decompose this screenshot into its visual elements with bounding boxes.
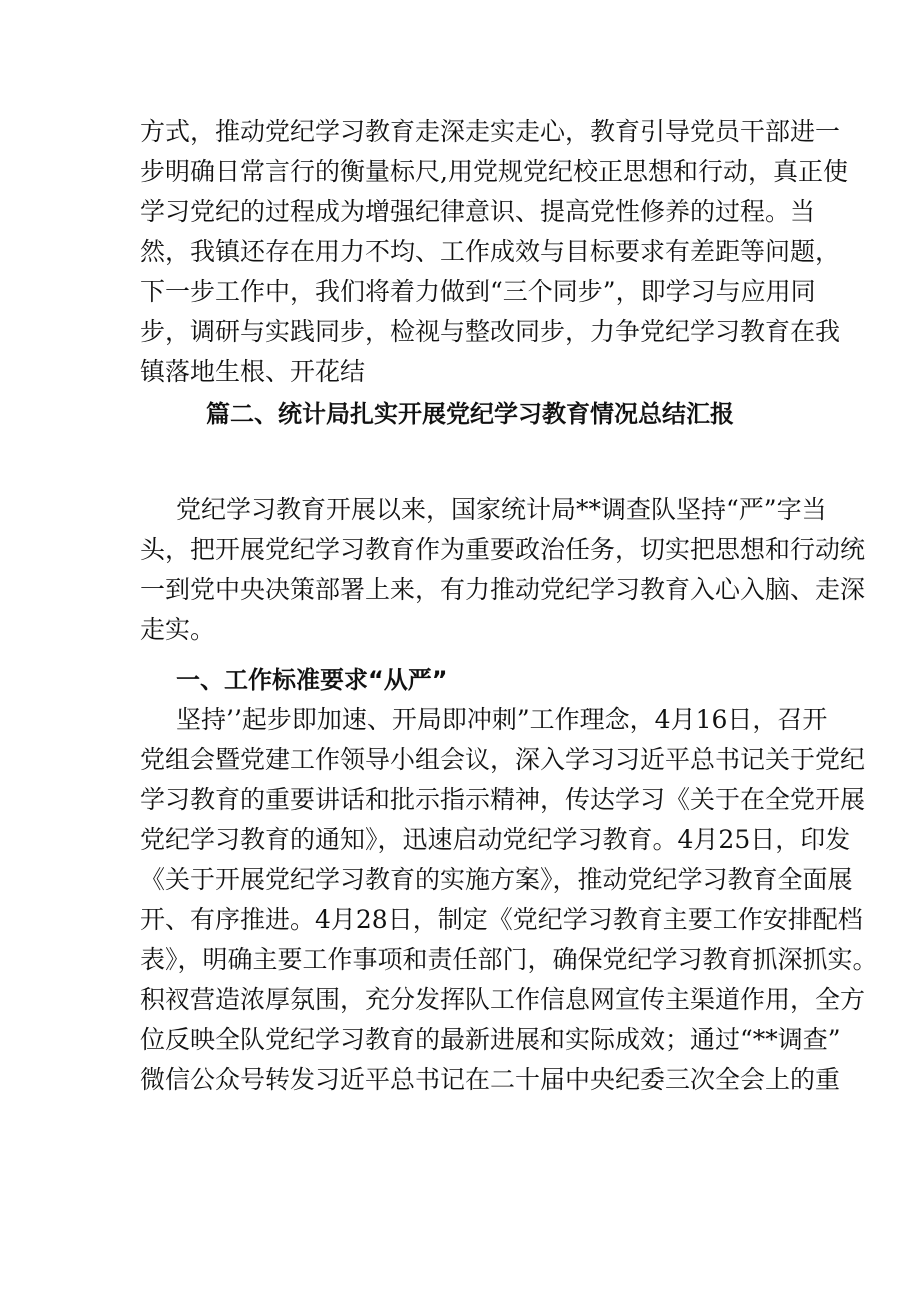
text-line: 下一步工作中，我们将着力做到“三个同步”，即学习与应用同 (140, 277, 816, 306)
text-line: 党组会暨党建工作领导小组会议，深入学习习近平总书记关于党纪 (140, 745, 866, 774)
text-line: 坚持’’起步即加速、开局即冲刺”工作理念，4月16日，召开 (176, 705, 828, 734)
text-line: 党纪学习教育的通知》，迅速启动党纪学习教育。4月25日，印发 (140, 825, 851, 854)
text-line: 开、有序推进。4月28日，制定《党纪学习教育主要工作安排配档 (140, 905, 863, 934)
spacer (140, 650, 800, 656)
text-line: 步明确日常言行的衡量标尺,用党规党纪校正思想和行动，真正使 (140, 157, 848, 186)
text-line: 步，调研与实践同步，检视与整改同步，力争党纪学习教育在我 (140, 317, 841, 346)
text-line: 头，把开展党纪学习教育作为重要政治任务，切实把思想和行动统 (140, 535, 866, 564)
text-line: 方式，推动党纪学习教育走深走实走心，教育引导党员干部进一 (140, 117, 841, 146)
text-line: 镇落地生根、开花结 (140, 357, 366, 386)
intro-paragraph (140, 490, 866, 650)
text-line: 一到党中央决策部署上来，有力推动党纪学习教育入心入脑、走深 (140, 575, 866, 604)
article-title: 篇二、统计局扎实开展党纪学习教育情况总结汇报 (206, 400, 734, 428)
text-line: 微信公众号转发习近平总书记在二十届中央纪委三次全会上的重 (140, 1065, 841, 1094)
text-line: 党纪学习教育开展以来，国家统计局**调查队坚持“严”字当 (176, 495, 827, 524)
text-line: 积衩营造浓厚氛围，充分发挥队工作信息网宣传主渠道作用，全方 (140, 985, 866, 1014)
text-line: 《关于开展党纪学习教育的实施方案》，推动党纪学习教育全面展 (140, 865, 853, 894)
paragraph-continuation (140, 112, 848, 392)
section-heading: 一、工作标准要求“从严” (176, 666, 448, 694)
text-line: 学习党纪的过程成为增强纪律意识、提高党性修养的过程。当 (140, 197, 816, 226)
text-line: 表》，明确主要工作事项和责任部门，确保党纪学习教育抓深抓实。 (140, 945, 878, 974)
spacer (140, 434, 800, 490)
document-body (140, 112, 878, 1100)
text-line: 走实。 (140, 615, 216, 644)
text-line: 位反映全队党纪学习教育的最新进展和实际成效；通过“**调查” (140, 1025, 841, 1054)
text-line: 然，我镇还存在用力不均、工作成效与目标要求有差距等问题， (140, 237, 841, 266)
section-paragraph (140, 700, 878, 1100)
text-line: 学习教育的重要讲话和批示指示精神，传达学习《关于在全党开展 (140, 785, 866, 814)
